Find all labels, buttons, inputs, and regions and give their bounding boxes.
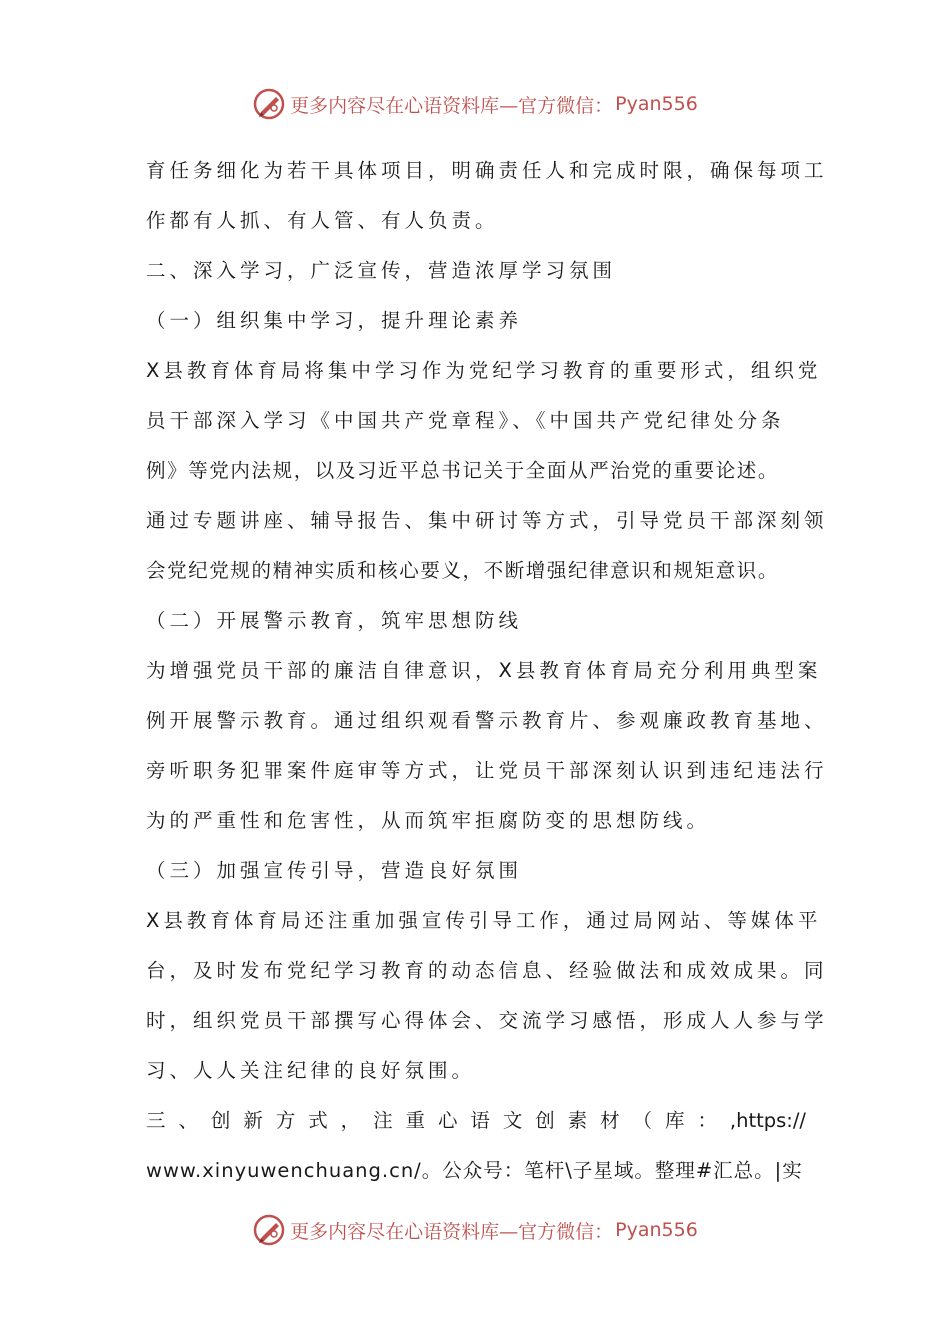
text-line: 育任务细化为若干具体项目，明确责任人和完成时限，确保每项工: [146, 159, 828, 182]
text-line: 作都有人抓、有人管、有人负责。: [146, 209, 499, 232]
text-line: X县教育体育局还注重加强宣传引导工作，通过局网站、等媒体平: [146, 909, 822, 932]
text-line: 为增强党员干部的廉洁自律意识，X县教育体育局充分利用典型案: [146, 659, 822, 682]
text-line: 通过专题讲座、辅导报告、集中研讨等方式，引导党员干部深刻领: [146, 509, 828, 532]
subsection-heading: （二）开展警示教育，筑牢思想防线: [146, 609, 523, 632]
text-line: 为的严重性和危害性，从而筑牢拒腐防变的思想防线。: [146, 809, 711, 832]
text-line: 员干部深入学习《中国共产党章程》、《中国共产党纪律处分条: [146, 409, 785, 432]
text-line: 台，及时发布党纪学习教育的动态信息、经验做法和成效成果。同: [146, 959, 828, 982]
text-line: 例开展警示教育。通过组织观看警示教育片、参观廉政教育基地、: [146, 709, 828, 732]
section-heading: 三、创新方式，注重心语文创素材（库：,https://: [146, 1109, 806, 1132]
banner-text: 更多内容尽在心语资料库—官方微信：: [290, 1220, 614, 1243]
subsection-heading: （一）组织集中学习，提升理论素养: [146, 309, 523, 332]
banner-text: 更多内容尽在心语资料库—官方微信：: [290, 94, 614, 117]
text-line: 例》等党内法规，以及习近平总书记关于全面从严治党的重要论述。: [146, 459, 780, 482]
text-line: 会党纪党规的精神实质和核心要义，不断增强纪律意识和规矩意识。: [146, 559, 780, 582]
pen-logo-icon: [252, 87, 286, 121]
section-heading: 二、深入学习，广泛宣传，营造浓厚学习氛围: [146, 259, 617, 282]
text-line: 时，组织党员干部撰写心得体会、交流学习感悟，形成人人参与学: [146, 1009, 828, 1032]
text-line: 旁听职务犯罪案件庭审等方式，让党员干部深刻认识到违纪违法行: [146, 759, 828, 782]
text-line: 习、人人关注纪律的良好氛围。: [146, 1059, 476, 1082]
banner-wechat-id: Pyan556: [615, 93, 698, 115]
text-line: www.xinyuwenchuang.cn/。公众号：笔杆\子星域。整理#汇总。|实: [146, 1159, 803, 1182]
text-line: X县教育体育局将集中学习作为党纪学习教育的重要形式，组织党: [146, 359, 822, 382]
header-watermark-banner: [0, 84, 950, 124]
subsection-heading: （三）加强宣传引导，营造良好氛围: [146, 859, 523, 882]
footer-watermark-banner: [0, 1210, 950, 1250]
pen-logo-icon: [252, 1213, 286, 1247]
banner-wechat-id: Pyan556: [615, 1219, 698, 1241]
document-body: [146, 146, 828, 1196]
